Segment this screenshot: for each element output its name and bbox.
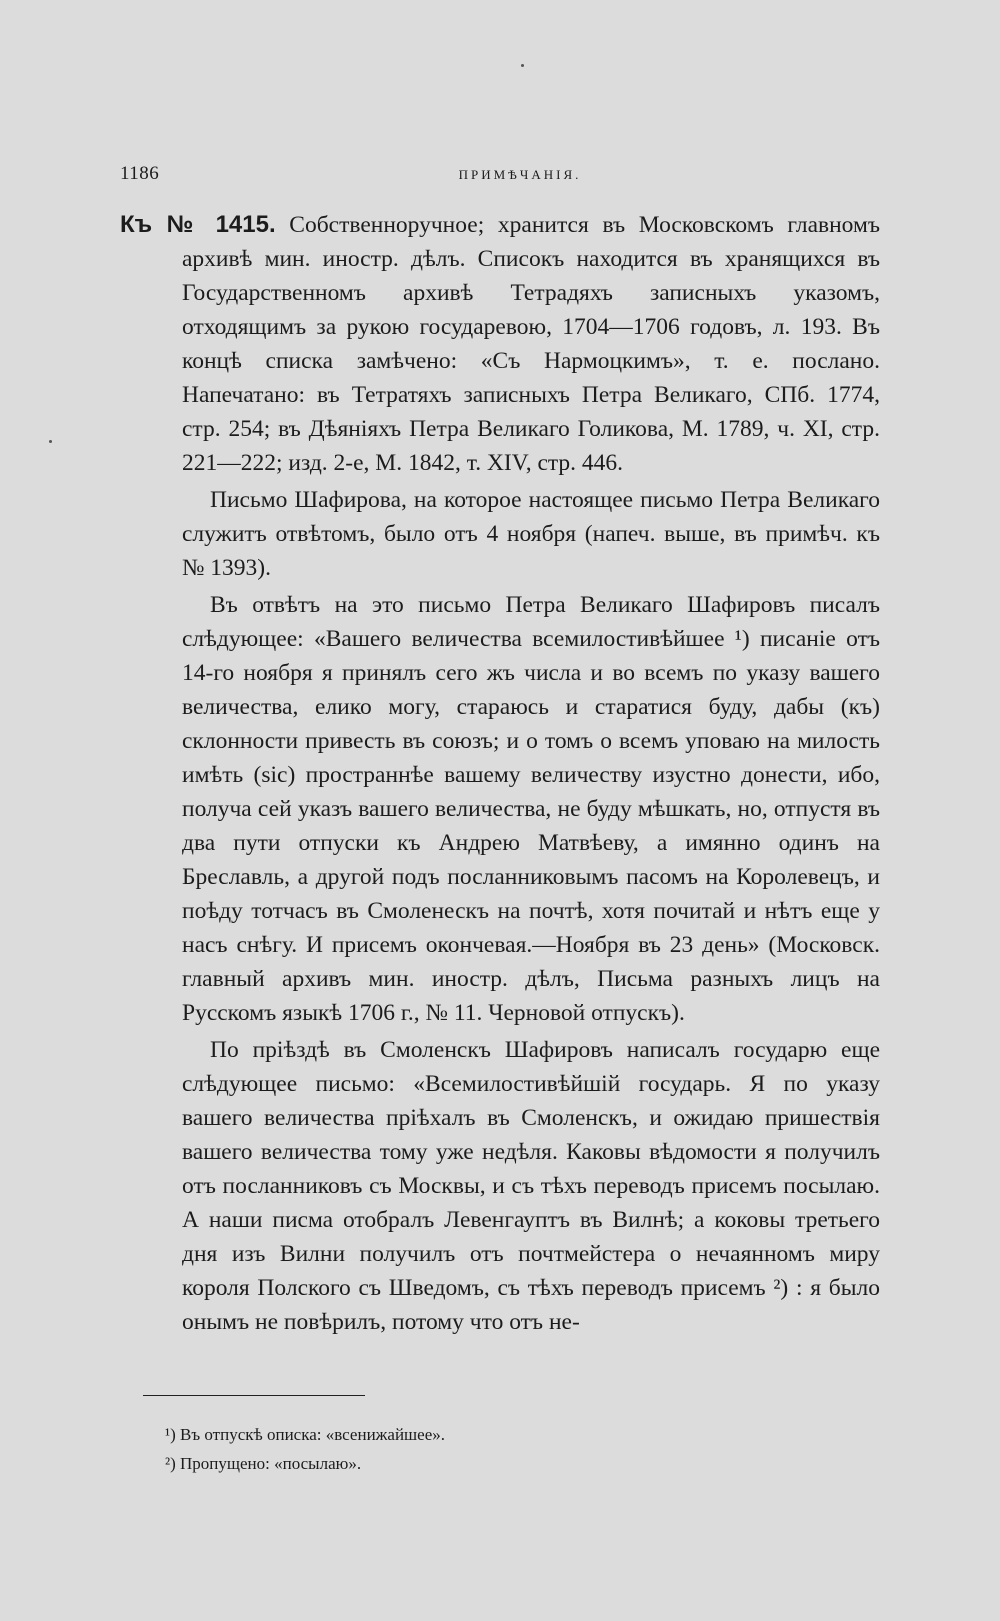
paragraph [120,588,880,1030]
footnotes [165,1420,865,1478]
footnote [165,1420,865,1449]
section-title: ПРИМѢЧАНІЯ. [458,167,582,182]
paragraph-note-1415 [120,208,880,480]
page-number: 1186 [120,163,160,184]
footnote-text: Пропущено: «посылаю». [180,1454,362,1473]
note-heading: Къ № 1415. [120,211,276,238]
footnote [165,1449,865,1478]
footnote-mark: ²) [165,1454,176,1473]
paragraph-text: Въ отвѣтъ на это письмо Петра Великаго Шафировъ писалъ слѣдующее: «Вашего величества всемилостивѣйшее ¹) писаніе отъ 14-го ноября я принялъ сего жъ числа и во всемъ по указу вашего величества, елико могу, стараюсь и старатися буду, дабы (къ) склонности привесть въ союзъ; и о томъ о всемъ уповаю на милость имѣть (sic) пространнѣе вашему величеству изустно донести, ибо, получа сей указъ вашего величества, не буду мѣшкать, но, отпустя въ два пути отпуски къ Андрею Матвѣеву, а имянно одинъ на Бреславль, а другой подъ посланниковымъ пасомъ на Королевецъ, и поѣду тотчасъ въ Смоленескъ на почтѣ, хотя почитай и нѣтъ еще у насъ снѣгу. И присемъ окончевая.—Ноября въ 23 день» (Московск. главный архивъ мин. иностр. дѣлъ, Письма разныхъ лицъ на Русскомъ языкѣ 1706 г., № 11. Черновой отпускъ). [182,592,880,1026]
body-text [120,208,880,1342]
paper-speck [521,64,524,67]
footnote-text: Въ отпускѣ описка: «всенижайшее». [180,1425,445,1444]
paragraph-text: Письмо Шафирова, на которое настоящее письмо Петра Великаго служитъ отвѣтомъ, было отъ 4 ноября (напеч. выше, въ примѣч. къ № 1393). [182,487,880,581]
footnote-mark: ¹) [165,1425,176,1444]
running-head [120,163,920,193]
paragraph-text: Собственноручное; хранится въ Московскомъ главномъ архивѣ мин. иностр. дѣлъ. Списокъ находится въ хранящихся въ Государственномъ архивѣ Тетрадяхъ записныхъ указомъ, отходящимъ за рукою государевою, 1704—1706 годовъ, л. 193. Въ концѣ списка замѣчено: «Съ Нармоцкимъ», т. е. послано. Напечатано: въ Тетратяхъ записныхъ Петра Великаго, СПб. 1774, стр. 254; въ Дѣяніяхъ Петра Великаго Голикова, М. 1789, ч. XI, стр. 221—222; изд. 2-е, М. 1842, т. XIV, стр. 446. [182,212,880,476]
footnote-divider [143,1395,365,1396]
paragraph [120,483,880,585]
paragraph-text: По пріѣздѣ въ Смоленскъ Шафировъ написалъ государю еще слѣдующее письмо: «Всемилостивѣйшій государь. Я по указу вашего величества пріѣхалъ въ Смоленскъ, и ожидаю пришествія вашего величества тому уже недѣля. Каковы вѣдомости я получилъ отъ посланниковъ съ Москвы, и съ тѣхъ переводъ присемъ посылаю. А наши писма отобралъ Левенгауптъ въ Вилнѣ; а коковы третьего дня изъ Вилни получилъ отъ почтмейстера о нечаянномъ миру короля Полского съ Шведомъ, съ тѣхъ переводъ присемъ ²) : я было онымъ не повѣрилъ, потому что отъ не- [182,1037,880,1335]
paragraph [120,1033,880,1339]
paper-speck [49,440,52,443]
